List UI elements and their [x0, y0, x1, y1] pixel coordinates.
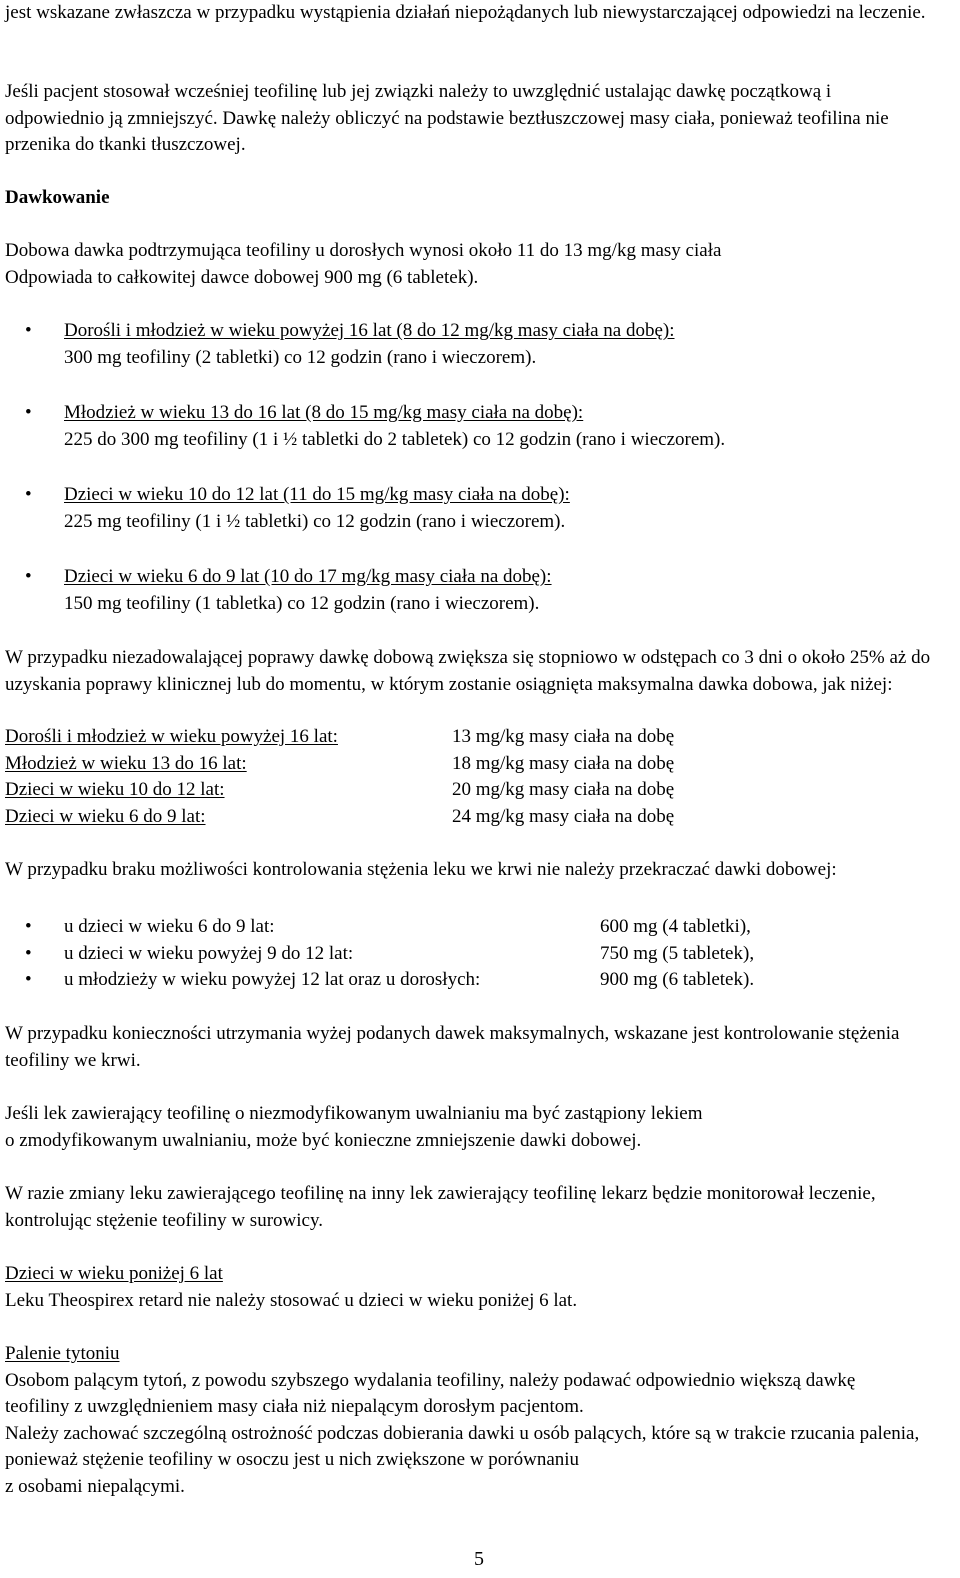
dose-group-item [5, 482, 960, 535]
paragraph-daily-dose [5, 238, 955, 291]
dose-group-label: Dzieci w wieku 6 do 9 lat (10 do 17 mg/kg masy ciała na dobę): [64, 566, 552, 587]
bullet-icon: • [25, 484, 32, 505]
switch-line-1: Jeśli lek zawierający teofilinę o niezmodyfikowanym uwalnianiu ma być zastąpiony lekiem [5, 1103, 703, 1124]
limit-item [5, 914, 955, 941]
paragraph-no-control: W przypadku braku możliwości kontrolowania stężenia leku we krwi nie należy przekraczać dawki dobowej: [5, 859, 837, 880]
prior-sentence-1: Jeśli pacjent stosował wcześniej teofilinę lub jej związki należy to uwzględnić ustalając dawkę początkową i odpowiednio ją zmniejszyć. [5, 81, 832, 129]
smoking-paragraph-2: Należy zachować szczególną ostrożność podczas dobierania dawki u osób palących, które są w trakcie rzucania palenia, ponieważ stężenie teofiliny w osoczu jest u nich zwiększone w porównaniu [5, 1422, 920, 1470]
dose-group-label: Młodzież w wieku 13 do 16 lat (8 do 15 mg/kg masy ciała na dobę): [64, 402, 584, 423]
limits-list [5, 914, 955, 994]
dose-group-dose: 225 mg teofiliny (1 i ½ tabletki) co 12 godzin (rano i wieczorem). [64, 510, 566, 532]
limit-value: 600 mg (4 tabletki), [600, 916, 751, 937]
max-dose-group: Dzieci w wieku 6 do 9 lat: [5, 805, 206, 827]
heading-dosage: Dawkowanie [5, 187, 110, 208]
bullet-icon: • [25, 402, 32, 423]
page-number: 5 [474, 1548, 484, 1570]
max-dose-row [5, 751, 955, 778]
max-dose-group: Dzieci w wieku 10 do 12 lat: [5, 779, 225, 800]
dose-group-item [5, 564, 960, 617]
dose-group-item [5, 400, 960, 453]
children-under-6-text: Leku Theospirex retard nie należy stosować u dzieci w wieku poniżej 6 lat. [5, 1289, 578, 1311]
max-dose-group: Dorośli i młodzież w wieku powyżej 16 lat: [5, 726, 338, 747]
dose-group-dose: 300 mg teofiliny (2 tabletki) co 12 godzin (rano i wieczorem). [64, 346, 537, 368]
switch-line-2: o zmodyfikowanym uwalnianiu, może być konieczne zmniejszenie dawki dobowej. [5, 1129, 642, 1151]
paragraph-monitoring: W przypadku konieczności utrzymania wyżej podanych dawek maksymalnych, wskazane jest kontrolowanie stężenia teofiliny we krwi. [5, 1023, 900, 1071]
bullet-icon: • [25, 942, 32, 964]
max-dose-row [5, 724, 955, 751]
heading-smoking: Palenie tytoniu [5, 1343, 120, 1364]
dose-group-label: Dzieci w wieku 10 do 12 lat (11 do 15 mg/kg masy ciała na dobę): [64, 484, 570, 505]
dose-group-dose: 225 do 300 mg teofiliny (1 i ½ tabletki do 2 tabletek) co 12 godzin (rano i wieczorem). [64, 428, 726, 450]
max-dose-value: 24 mg/kg masy ciała na dobę [452, 805, 675, 827]
dose-group-item [5, 318, 960, 371]
daily-dose-line-1: Dobowa dawka podtrzymująca teofiliny u dorosłych wynosi około 11 do 13 mg/kg masy ciała [5, 240, 722, 261]
max-dose-value: 18 mg/kg masy ciała na dobę [452, 752, 675, 774]
max-dose-table [5, 724, 955, 830]
paragraph-dose-increase: W przypadku niezadowalającej poprawy dawkę dobową zwiększa się stopniowo w odstępach co 3 dni o około 25% aż do uzyskania poprawy klinicznej lub do momentu, w którym zostanie osiągnięta maksymalna dawka dobowa, jak niżej: [5, 647, 931, 695]
paragraph-drug-change: W razie zmiany leku zawierającego teofilinę na inny lek zawierający teofilinę lekarz będzie monitorował leczenie, kontrolując stężenie teofiliny w surowicy. [5, 1183, 876, 1231]
bullet-icon: • [25, 320, 32, 341]
dose-group-dose: 150 mg teofiliny (1 tabletka) co 12 godzin (rano i wieczorem). [64, 592, 540, 614]
heading-children-under-6: Dzieci w wieku poniżej 6 lat [5, 1263, 223, 1284]
bullet-icon: • [25, 916, 32, 937]
limit-item [5, 941, 955, 968]
limit-group: u młodzieży w wieku powyżej 12 lat oraz u dorosłych: [64, 969, 481, 990]
dose-group-label: Dorośli i młodzież w wieku powyżej 16 lat (8 do 12 mg/kg masy ciała na dobę): [64, 320, 675, 341]
smoking-paragraph-3: z osobami niepalącymi. [5, 1475, 185, 1497]
limit-group: u dzieci w wieku 6 do 9 lat: [64, 916, 275, 937]
max-dose-group: Młodzież w wieku 13 do 16 lat: [5, 752, 247, 774]
section-children-under-6 [5, 1261, 955, 1314]
smoking-paragraph-1: Osobom palącym tytoń, z powodu szybszego wydalania teofiliny, należy podawać odpowiednio większą dawkę teofiliny z uwzględnieniem masy ciała niż niepalącym dorosłym pacjentom. [5, 1369, 856, 1417]
limit-item [5, 967, 955, 994]
bullet-icon: • [25, 566, 32, 587]
paragraph-formulation-switch [5, 1101, 955, 1154]
max-dose-value: 13 mg/kg masy ciała na dobę [452, 726, 675, 747]
limit-value: 750 mg (5 tabletek), [600, 942, 755, 964]
prior-sentence-2: Dawkę należy obliczyć na podstawie beztłuszczowej masy ciała, ponieważ teofilina nie przenika do tkanki tłuszczowej. [5, 107, 889, 155]
max-dose-row [5, 777, 955, 804]
paragraph-intro: jest wskazane zwłaszcza w przypadku wystąpienia działań niepożądanych lub niewystarczającej odpowiedzi na leczenie. [5, 2, 926, 23]
section-smoking [5, 1341, 955, 1500]
paragraph-prior-theophylline [5, 79, 935, 159]
daily-dose-line-2: Odpowiada to całkowitej dawce dobowej 900 mg (6 tabletek). [5, 266, 479, 288]
max-dose-row [5, 804, 955, 831]
bullet-icon: • [25, 969, 32, 990]
limit-group: u dzieci w wieku powyżej 9 do 12 lat: [64, 942, 354, 964]
limit-value: 900 mg (6 tabletek). [600, 969, 755, 990]
max-dose-value: 20 mg/kg masy ciała na dobę [452, 779, 675, 800]
